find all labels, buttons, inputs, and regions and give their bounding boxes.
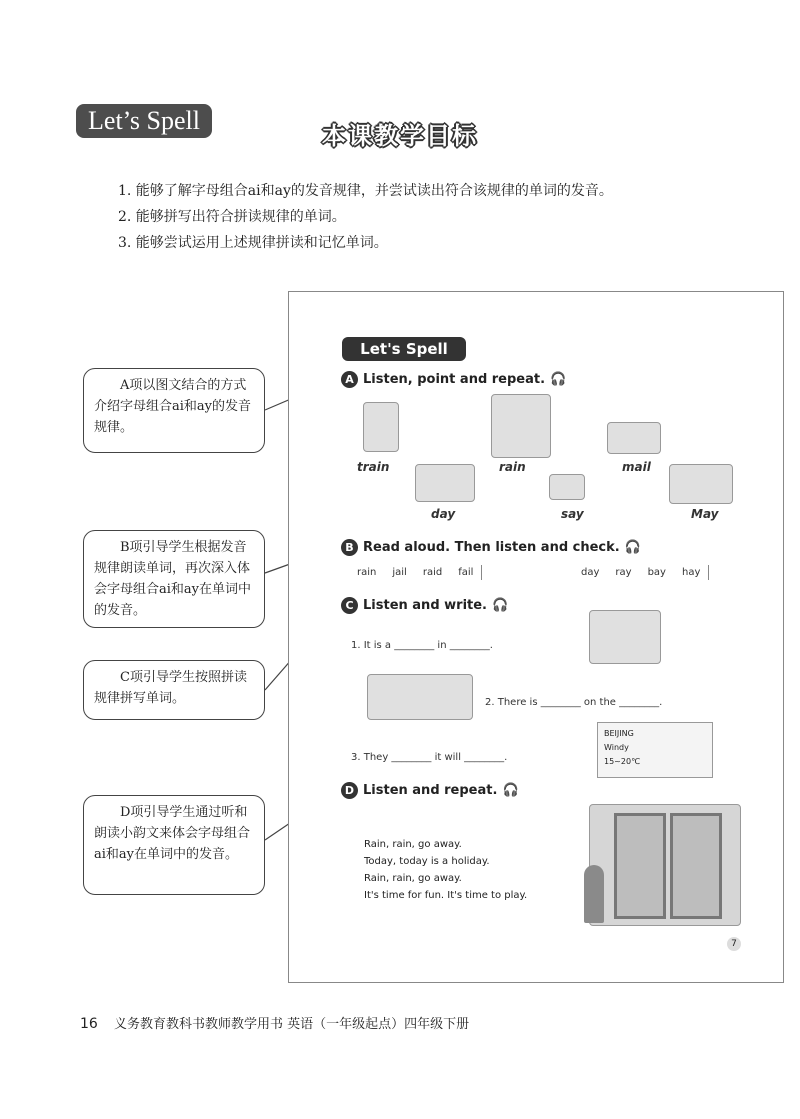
fill-sentence-2: 2. There is ________ on the ________. xyxy=(485,697,663,708)
word-group-right xyxy=(581,565,709,580)
say-image xyxy=(549,474,585,500)
page-number: 16 xyxy=(80,1016,98,1032)
word-group-left xyxy=(357,565,482,580)
section-title: Listen and repeat. xyxy=(363,783,498,798)
rhyme-line: Today, today is a holiday. xyxy=(364,856,490,867)
train-photo xyxy=(367,674,473,720)
footer xyxy=(80,1013,469,1032)
word-rain: rain xyxy=(499,460,526,474)
word-b: jail xyxy=(392,567,407,578)
weather-city: BEIJING xyxy=(604,729,634,738)
rain-image xyxy=(491,394,551,458)
goal-item: 1. 能够了解字母组合ai和ay的发音规律，并尝试读出符合该规律的单词的发音。 xyxy=(118,183,613,199)
fill-sentence-1: 1. It is a ________ in ________. xyxy=(351,640,493,651)
rhyme-text xyxy=(364,836,527,904)
headphones-icon: 🎧 xyxy=(502,783,519,798)
headphones-icon: 🎧 xyxy=(550,372,567,387)
section-letter: A xyxy=(341,371,358,388)
weather-card xyxy=(597,722,713,778)
callout-d: D项引导学生通过听和朗读小韵文来体会字母组合ai和ay在单词中的发音。 xyxy=(83,795,265,895)
section-a-heading xyxy=(341,371,566,388)
section-letter: C xyxy=(341,597,358,614)
rhyme-line: Rain, rain, go away. xyxy=(364,839,462,850)
train-image xyxy=(363,402,399,452)
book-lets-spell-badge: Let's Spell xyxy=(342,337,466,361)
goal-item: 2. 能够拼写出符合拼读规律的单词。 xyxy=(118,209,346,225)
headphones-icon: 🎧 xyxy=(492,598,509,613)
section-b-heading xyxy=(341,539,641,556)
word-may: May xyxy=(691,507,719,521)
section-title: Listen, point and repeat. xyxy=(363,372,546,387)
headphones-icon: 🎧 xyxy=(624,540,641,555)
rhyme-line: It's time for fun. It's time to play. xyxy=(364,890,528,901)
page-title: 本课教学目标 xyxy=(322,122,478,150)
word-say: say xyxy=(561,507,584,521)
section-d-heading xyxy=(341,782,519,799)
section-title: Read aloud. Then listen and check. xyxy=(363,540,620,555)
word-train: train xyxy=(357,460,390,474)
window-pane-left xyxy=(614,813,666,919)
goal-item: 3. 能够尝试运用上述规律拼读和记忆单词。 xyxy=(118,235,388,251)
word-day: day xyxy=(431,507,456,521)
callout-a: A项以图文结合的方式介绍字母组合ai和ay的发音规律。 xyxy=(83,368,265,453)
word-mail: mail xyxy=(622,460,651,474)
may-calendar-image xyxy=(669,464,733,504)
fill-sentence-3: 3. They ________ it will ________. xyxy=(351,752,508,763)
word-b: ray xyxy=(615,567,632,578)
section-letter: B xyxy=(341,539,358,556)
textbook-page xyxy=(288,291,784,983)
callout-b: B项引导学生根据发音规律朗读单词，再次深入体会字母组合ai和ay在单词中的发音。 xyxy=(83,530,265,628)
weather-temperature: 15~20℃ xyxy=(604,757,641,766)
word-b: hay xyxy=(681,567,701,578)
callout-c: C项引导学生按照拼读规律拼写单词。 xyxy=(83,660,265,720)
window-pane-right xyxy=(670,813,722,919)
girl-figure xyxy=(584,865,604,923)
book-page-number: 7 xyxy=(727,937,741,951)
mail-image xyxy=(607,422,661,454)
section-letter: D xyxy=(341,782,358,799)
lets-spell-badge: Let’s Spell xyxy=(76,104,212,138)
day-image xyxy=(415,464,475,502)
word-b: fail xyxy=(458,567,474,578)
footer-title: 义务教育教科书教师教学用书 英语（一年级起点）四年级下册 xyxy=(113,1017,470,1032)
word-b: day xyxy=(581,567,600,578)
section-title: Listen and write. xyxy=(363,598,487,613)
word-b: bay xyxy=(647,567,666,578)
word-b: raid xyxy=(422,567,443,578)
rainy-window-image xyxy=(589,804,741,926)
word-b: rain xyxy=(357,567,377,578)
rhyme-line: Rain, rain, go away. xyxy=(364,873,462,884)
weather-condition: Windy xyxy=(604,743,629,752)
calendar-image xyxy=(589,610,661,664)
section-c-heading xyxy=(341,597,508,614)
